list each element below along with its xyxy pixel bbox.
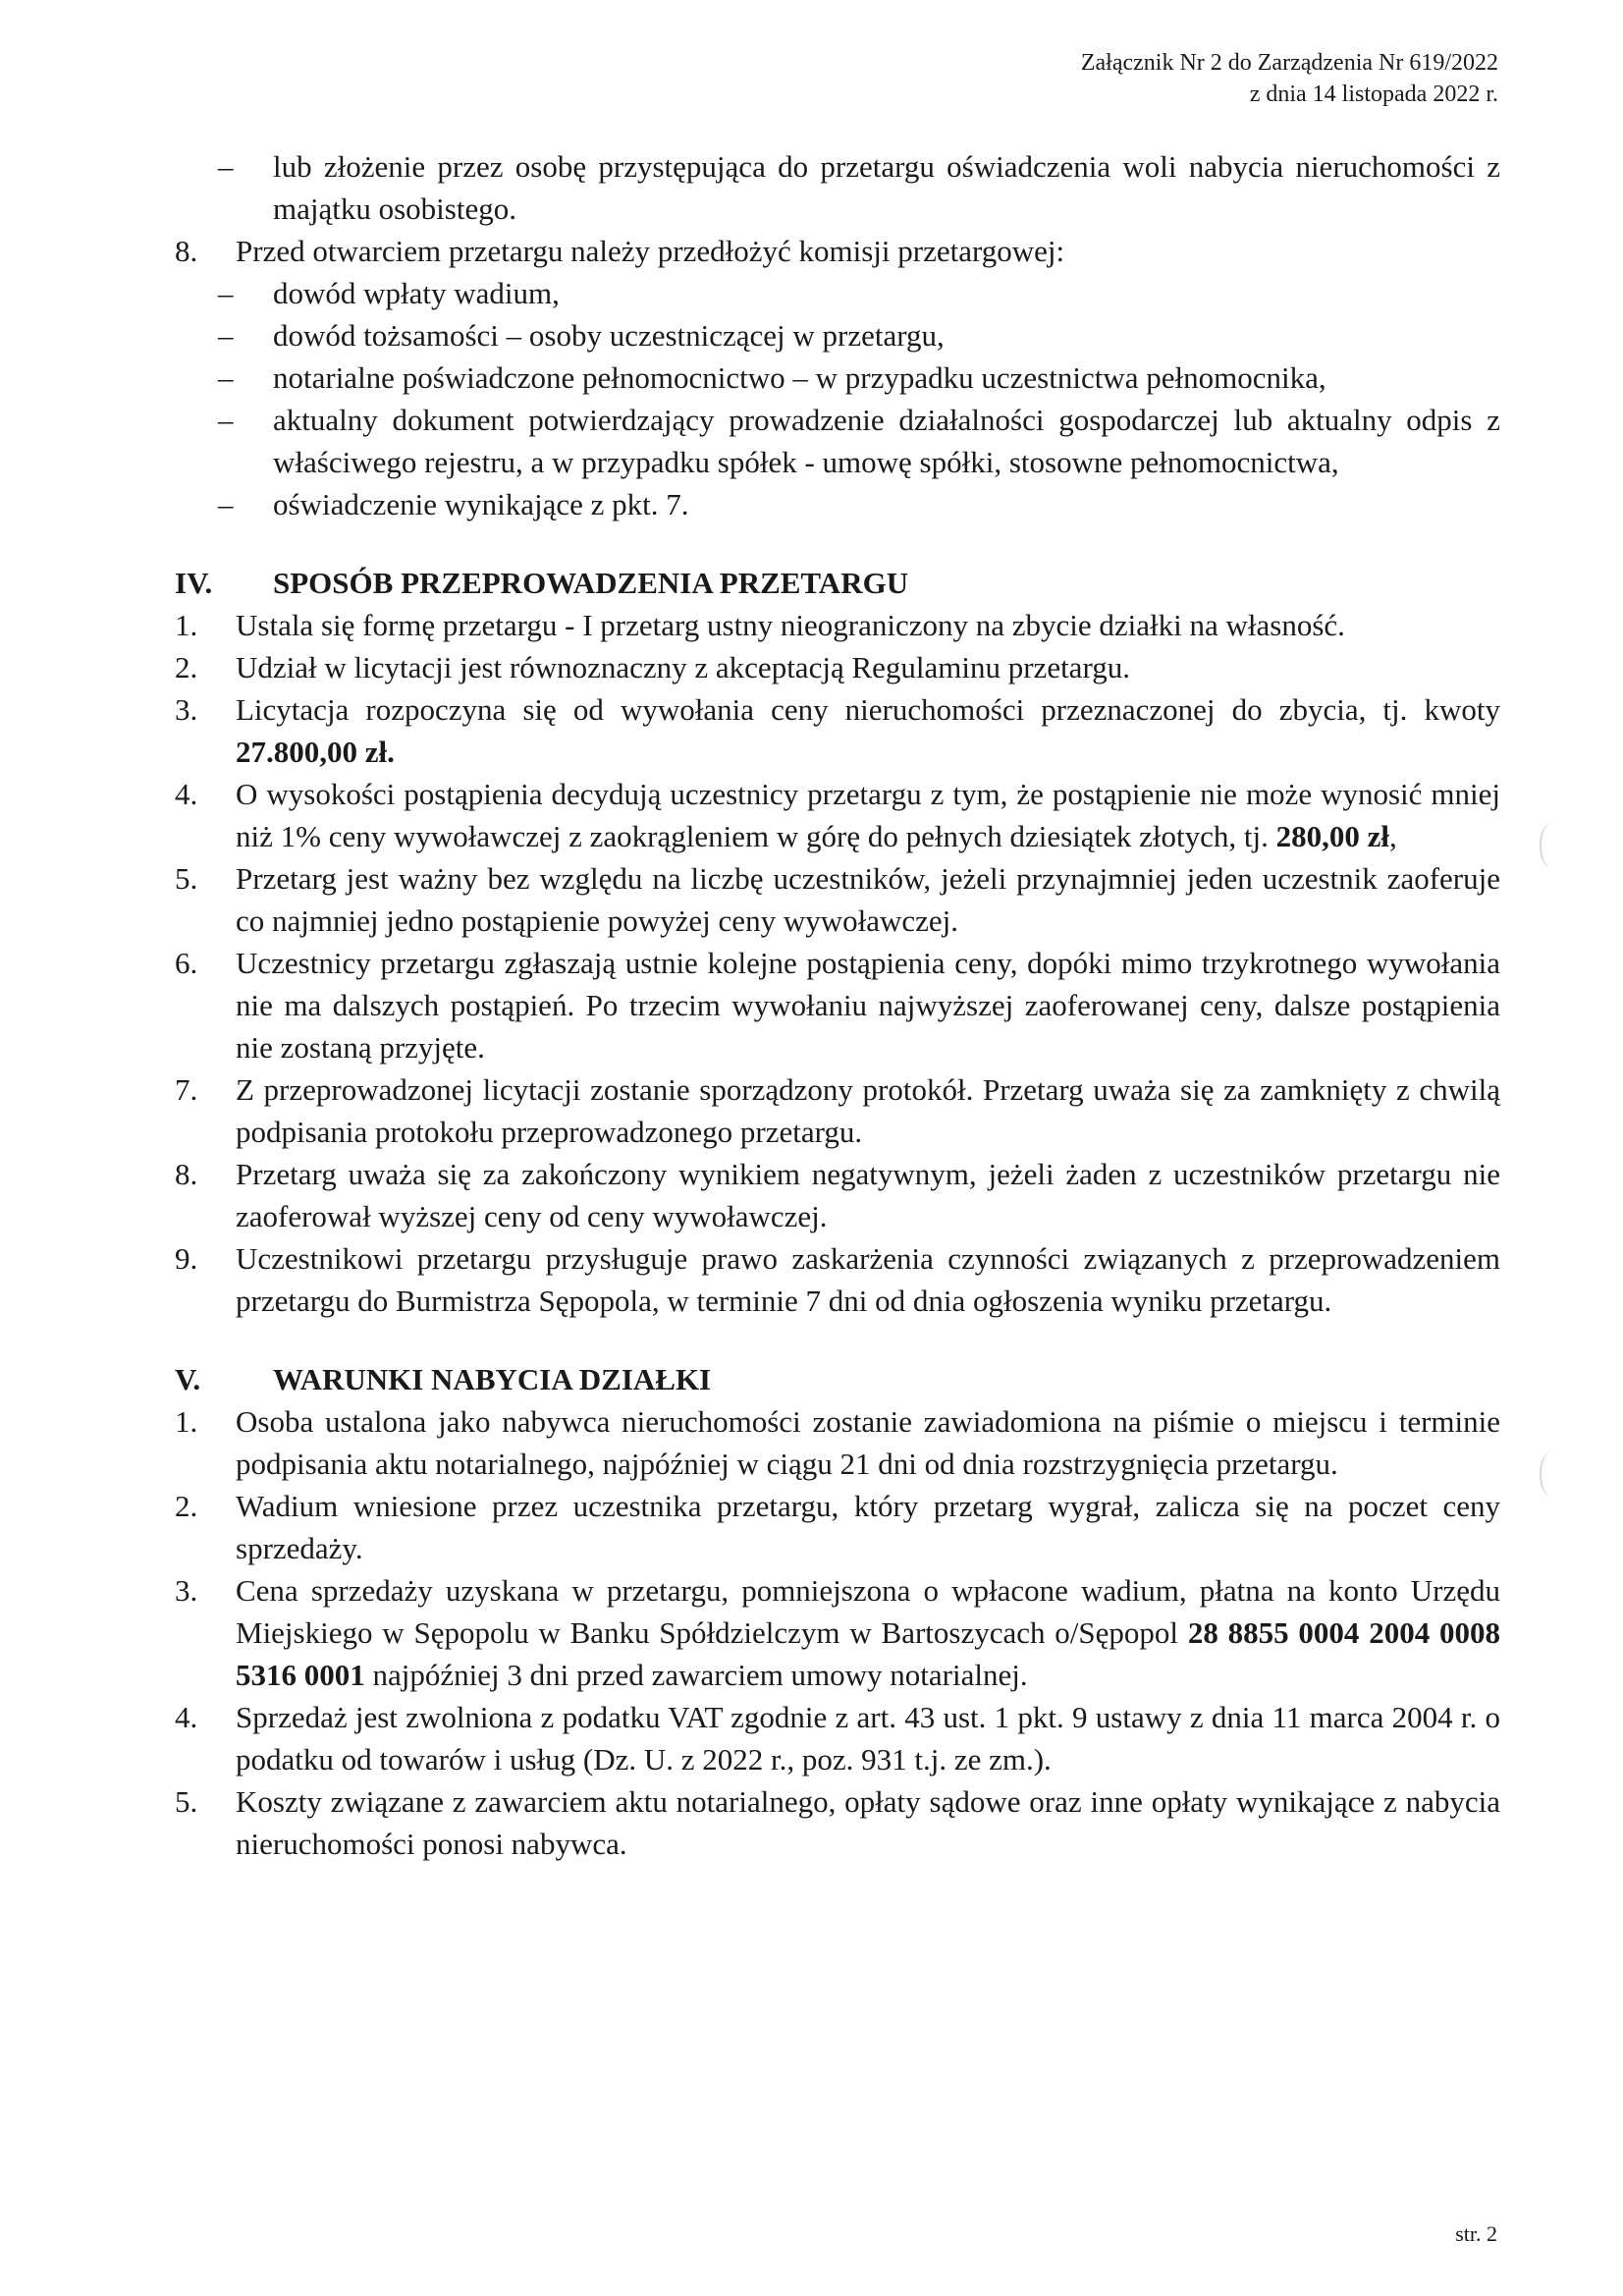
dash-text: dowód tożsamości – osoby uczestniczącej w przetargu,	[273, 318, 945, 353]
list-item	[175, 1237, 1500, 1322]
list-dash-item	[175, 314, 1500, 356]
item-text: Uczestnicy przetargu zgłaszają ustnie kolejne postąpienia ceny, dopóki mimo trzykrotnego wywołania nie ma dalszych postąpień. Po trzecim wywołaniu najwyższej zaoferowanej ceny, dalsze postąpienia nie zostaną przyjęte.	[236, 946, 1500, 1065]
item-number: 5.	[175, 1784, 198, 1819]
item-number: 8.	[175, 1157, 198, 1191]
item-text: Koszty związane z zawarciem aktu notarialnego, opłaty sądowe oraz inne opłaty wynikające z nabycia nieruchomości ponosi nabywca.	[236, 1784, 1500, 1861]
item-number: 3.	[175, 1573, 198, 1608]
item-number: 5.	[175, 861, 198, 896]
list-item	[175, 942, 1500, 1068]
item-text-after: ,	[1389, 819, 1397, 853]
list-dash-item	[175, 272, 1500, 314]
item-number: 2.	[175, 1489, 198, 1523]
list-dash-item	[175, 145, 1500, 230]
dash-marker: –	[218, 403, 234, 437]
dash-marker: –	[218, 276, 234, 310]
list-dash-item	[175, 399, 1500, 483]
dash-marker: –	[218, 318, 234, 353]
list-item	[175, 857, 1500, 942]
item-number: 7.	[175, 1072, 198, 1107]
item-text: Z przeprowadzonej licytacji zostanie sporządzony protokół. Przetarg uważa się za zamknięty z chwilą podpisania protokołu przeprowadzonego przetargu.	[236, 1072, 1500, 1149]
list-item	[175, 1068, 1500, 1153]
item-number: 9.	[175, 1241, 198, 1276]
list-item	[175, 773, 1500, 857]
item-text: Przetarg uważa się za zakończony wynikiem negatywnym, jeżeli żaden z uczestników przetargu nie zaoferował wyższej ceny od ceny wywoławczej.	[236, 1157, 1500, 1233]
item-text: Sprzedaż jest zwolniona z podatku VAT zgodnie z art. 43 ust. 1 pkt. 9 ustawy z dnia 11 marca 2004 r. o podatku od towarów i usług (Dz. U. z 2022 r., poz. 931 t.j. ze zm.).	[236, 1700, 1500, 1777]
page-number: str. 2	[1455, 2221, 1497, 2246]
item-number: 4.	[175, 777, 198, 811]
section-heading-iv	[175, 562, 1500, 604]
list-item	[175, 1696, 1500, 1780]
dash-text: aktualny dokument potwierdzający prowadzenie działalności gospodarczej lub aktualny odpis z właściwego rejestru, a w przypadku spółek - umowę spółki, stosowne pełnomocnictwa,	[273, 403, 1500, 479]
document-body	[175, 145, 1500, 1865]
item-number: 8.	[175, 234, 198, 268]
item-text: Osoba ustalona jako nabywca nieruchomości zostanie zawiadomiona na piśmie o miejscu i terminie podpisania aktu notarialnego, najpóźniej w ciągu 21 dni od dnia rozstrzygnięcia przetargu.	[236, 1404, 1500, 1481]
item-text: Uczestnikowi przetargu przysługuje prawo zaskarżenia czynności związanych z przeprowadzeniem przetargu do Burmistrza Sępopola, w terminie 7 dni od dnia ogłoszenia wyniku przetargu.	[236, 1241, 1500, 1318]
dash-marker: –	[218, 487, 234, 521]
list-item	[175, 230, 1500, 272]
item-number: 4.	[175, 1700, 198, 1734]
section-number: IV.	[175, 566, 213, 600]
scan-margin-mark	[1540, 823, 1563, 868]
header-date-line: z dnia 14 listopada 2022 r.	[1249, 82, 1498, 107]
item-number: 1.	[175, 1404, 198, 1439]
dash-text: dowód wpłaty wadium,	[273, 276, 560, 310]
item-text: Wadium wniesione przez uczestnika przetargu, który przetarg wygrał, zalicza się na poczet ceny sprzedaży.	[236, 1489, 1500, 1565]
list-item	[175, 1153, 1500, 1237]
dash-text: notarialne poświadczone pełnomocnictwo – w przypadku uczestnictwa pełnomocnika,	[273, 360, 1326, 395]
list-item	[175, 604, 1500, 646]
increment-amount: 280,00 zł	[1275, 819, 1389, 853]
list-dash-item	[175, 356, 1500, 399]
dash-marker: –	[218, 149, 234, 184]
section-heading-v	[175, 1358, 1500, 1400]
item-text: O wysokości postąpienia decydują uczestnicy przetargu z tym, że postąpienie nie może wynosić mniej niż 1% ceny wywoławczej z zaokrągleniem w górę do pełnych dziesiątek złotych, tj.	[236, 777, 1500, 853]
list-item	[175, 1569, 1500, 1696]
item-text: Licytacja rozpoczyna się od wywołania ceny nieruchomości przeznaczonej do zbycia, tj. kwoty	[236, 692, 1500, 727]
price-amount: 27.800,00 zł.	[236, 735, 395, 769]
item-text: Cena sprzedaży uzyskana w przetargu, pomniejszona o wpłacone wadium, płatna na konto Urzędu Miejskiego w Sępopolu w Banku Spółdzielczym w Bartoszycach o/Sępopol	[236, 1573, 1500, 1650]
bank-account-number: 28 8855 0004 2004 0008 5316 0001	[236, 1615, 1501, 1692]
item-number: 2.	[175, 650, 198, 684]
item-text: Przed otwarciem przetargu należy przedłożyć komisji przetargowej:	[236, 234, 1065, 268]
list-item	[175, 688, 1500, 773]
dash-text: oświadczenie wynikające z pkt. 7.	[273, 487, 689, 521]
item-text-after: najpóźniej 3 dni przed zawarciem umowy notarialnej.	[364, 1658, 1028, 1692]
list-item	[175, 1400, 1500, 1485]
document-header	[1081, 47, 1498, 110]
list-dash-item	[175, 483, 1500, 525]
section-title: WARUNKI NABYCIA DZIAŁKI	[273, 1362, 712, 1396]
item-number: 1.	[175, 608, 198, 642]
dash-text: lub złożenie przez osobę przystępująca do przetargu oświadczenia woli nabycia nieruchomości z majątku osobistego.	[273, 149, 1500, 226]
item-number: 6.	[175, 946, 198, 980]
header-annex-line: Załącznik Nr 2 do Zarządzenia Nr 619/2022	[1080, 50, 1498, 76]
section-title: SPOSÓB PRZEPROWADZENIA PRZETARGU	[273, 566, 909, 600]
dash-marker: –	[218, 360, 234, 395]
item-text: Przetarg jest ważny bez względu na liczbę uczestników, jeżeli przynajmniej jeden uczestnik zaoferuje co najmniej jedno postąpienie powyżej ceny wywoławczej.	[236, 861, 1500, 938]
item-text: Ustala się formę przetargu - I przetarg ustny nieograniczony na zbycie działki na własność.	[236, 608, 1345, 642]
section-number: V.	[175, 1362, 201, 1396]
scan-margin-mark	[1540, 1451, 1563, 1497]
list-item	[175, 1485, 1500, 1569]
list-item	[175, 1780, 1500, 1865]
list-item	[175, 646, 1500, 688]
item-number: 3.	[175, 692, 198, 727]
item-text: Udział w licytacji jest równoznaczny z akceptacją Regulaminu przetargu.	[236, 650, 1130, 684]
